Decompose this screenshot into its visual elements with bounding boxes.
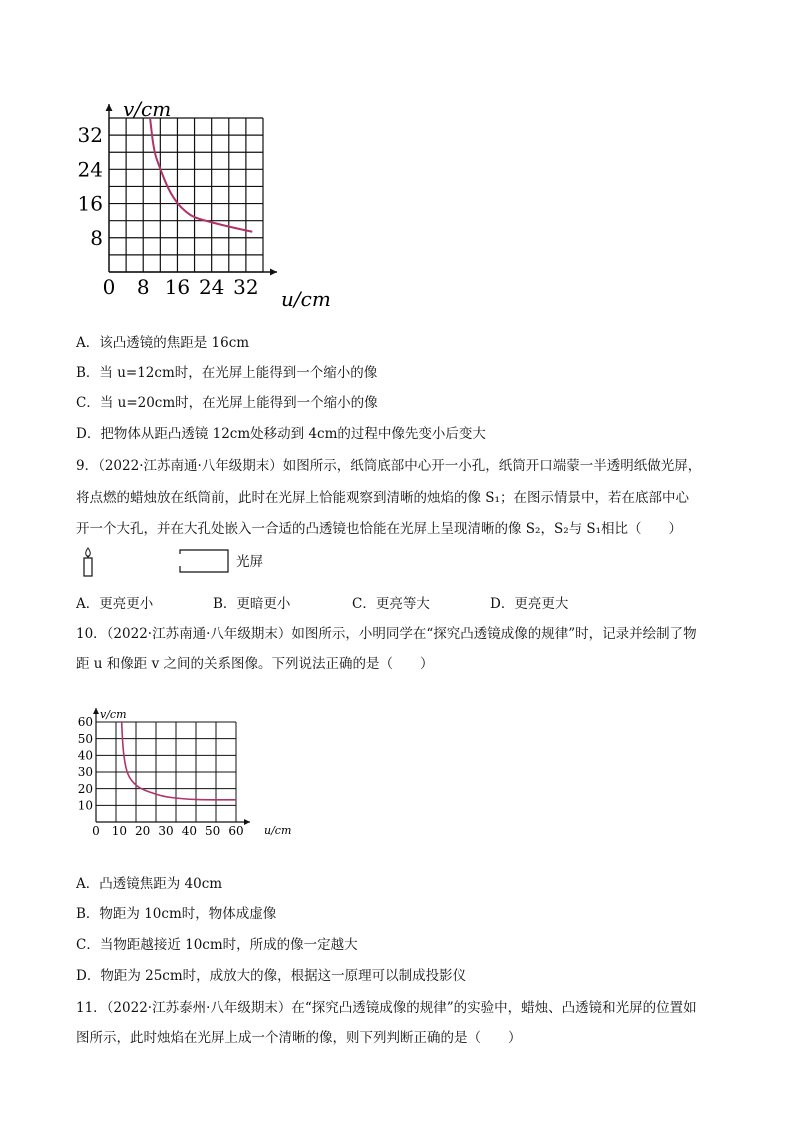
y-tick-label: 40 bbox=[77, 748, 93, 763]
x-tick-label: 10 bbox=[111, 824, 127, 838]
q11-stem-line2: 图所示，此时烛焰在光屏上成一个清晰的像，则下列判断正确的是（ ） bbox=[76, 1030, 522, 1046]
q9-options bbox=[76, 592, 716, 612]
q9-stem-line3: 开一个大孔，并在大孔处嵌入一合适的凸透镜也恰能在光屏上呈现清晰的像 S₂，S₂与 S₁相比（ ） bbox=[76, 521, 683, 537]
y-tick-label: 20 bbox=[77, 781, 93, 796]
q9-stem-line1: 9．（2022·江苏南通·八年级期末）如图所示，纸筒底部中心开一小孔，纸筒开口端蒙一半透明纸做光屏， bbox=[76, 458, 702, 474]
x-tick-label: 16 bbox=[164, 275, 191, 299]
y-axis-label: v/cm bbox=[100, 708, 127, 721]
paper-tube bbox=[180, 550, 228, 572]
x-tick-label: 24 bbox=[198, 275, 225, 299]
x-tick-label: 60 bbox=[228, 824, 244, 838]
q9-option-b: B．更暗更小 bbox=[213, 596, 291, 612]
x-axis-label: u/cm bbox=[264, 824, 292, 837]
x-axis-arrow bbox=[244, 819, 250, 825]
chart-v-u-2 bbox=[68, 682, 308, 862]
series-line-v-u bbox=[122, 722, 236, 800]
y-axis-arrow bbox=[93, 708, 99, 714]
q10-option-a: A．凸透镜焦距为 40cm bbox=[76, 876, 223, 892]
q10-stem-line2: 距 u 和像距 v 之间的关系图像。下列说法正确的是（ ） bbox=[76, 656, 434, 672]
y-tick-label: 24 bbox=[77, 157, 103, 182]
q8-option-c: C．当 u=20cm时，在光屏上能得到一个缩小的像 bbox=[76, 395, 378, 411]
x-tick-label: 8 bbox=[136, 275, 150, 299]
chart-v-u-1 bbox=[68, 76, 368, 326]
q9-option-a: A．更亮更小 bbox=[76, 596, 154, 612]
x-tick-label: 30 bbox=[158, 824, 174, 838]
x-tick-label: 32 bbox=[233, 275, 259, 299]
x-tick-label: 0 bbox=[102, 275, 116, 299]
y-axis-label: v/cm bbox=[123, 97, 172, 121]
q10-option-c: C．当物距越接近 10cm时，所成的像一定越大 bbox=[76, 937, 358, 953]
q10-option-d: D．物距为 25cm时，成放大的像，根据这一原理可以制成投影仪 bbox=[76, 968, 467, 984]
q10-option-b: B．物距为 10cm时，物体成虚像 bbox=[76, 906, 277, 922]
y-tick-label: 32 bbox=[77, 123, 103, 148]
q10-stem-line1: 10．（2022·江苏南通·八年级期末）如图所示，小明同学在“探究凸透镜成像的规律”时，记录并绘制了物 bbox=[76, 626, 697, 642]
y-tick-label: 10 bbox=[77, 798, 93, 813]
candle-icon bbox=[84, 548, 92, 576]
y-tick-label: 30 bbox=[77, 765, 93, 780]
x-tick-label: 50 bbox=[205, 824, 221, 838]
q8-option-d: D．把物体从距凸透镜 12cm处移动到 4cm的过程中像先变小后变大 bbox=[76, 426, 486, 442]
q9-option-c: C．更亮等大 bbox=[352, 596, 430, 612]
q9-option-d: D．更亮更大 bbox=[490, 596, 569, 612]
y-tick-label: 8 bbox=[90, 225, 103, 250]
q8-option-b: B．当 u=12cm时，在光屏上能得到一个缩小的像 bbox=[76, 365, 378, 381]
q9-diagram bbox=[80, 546, 380, 580]
q8-option-a: A．该凸透镜的焦距是 16cm bbox=[76, 335, 250, 351]
screen-label: 光屏 bbox=[236, 554, 263, 570]
y-tick-label: 16 bbox=[77, 191, 103, 216]
x-axis-label: u/cm bbox=[281, 287, 331, 311]
x-tick-label: 0 bbox=[92, 824, 100, 838]
x-tick-label: 40 bbox=[181, 824, 197, 838]
q9-stem-line2: 将点燃的蜡烛放在纸筒前，此时在光屏上恰能观察到清晰的烛焰的像 S₁；在图示情景中，若在底部中心 bbox=[76, 490, 689, 506]
y-axis-arrow bbox=[106, 104, 113, 111]
y-tick-label: 50 bbox=[77, 731, 93, 746]
x-tick-label: 20 bbox=[135, 824, 151, 838]
q11-stem-line1: 11．（2022·江苏泰州·八年级期末）在“探究凸透镜成像的规律”的实验中，蜡烛、凸透镜和光屏的位置如 bbox=[76, 1000, 697, 1016]
y-tick-label: 60 bbox=[77, 715, 93, 730]
x-axis-arrow bbox=[270, 269, 277, 276]
